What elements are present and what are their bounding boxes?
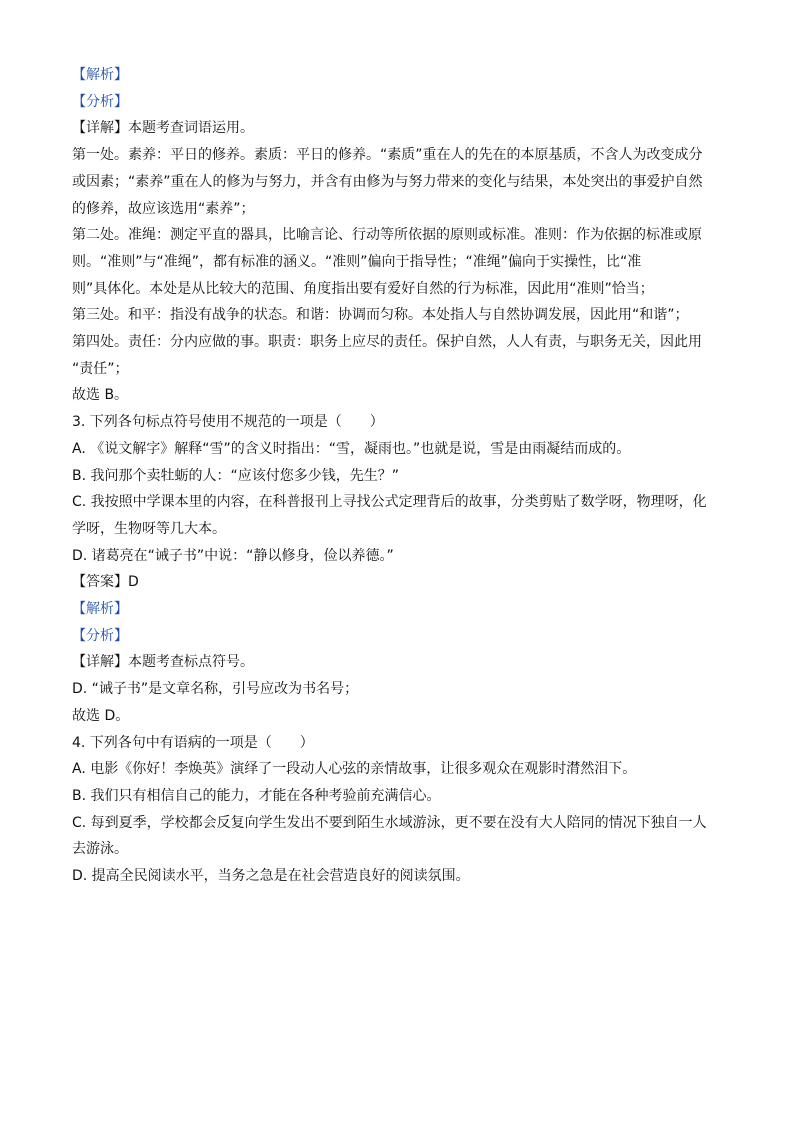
answer-line: 【答案】D xyxy=(72,574,139,591)
section-heading-analysis: 【解析】 xyxy=(72,67,128,83)
text-line: “责任”； xyxy=(72,360,129,377)
text-line: 第四处。责任：分内应做的事。职责：职务上应尽的责任。保护自然，人人有责，与职务无关，因此用 xyxy=(72,334,702,351)
option-a: A. 《说文解字》解释“雪”的含义时指出：“雪，凝雨也。”也就是说，雪是由雨凝结而成的。 xyxy=(72,440,631,457)
detail-line: 【详解】本题考查标点符号。 xyxy=(72,654,254,671)
option-c-continued: 学呀，生物呀等几大本。 xyxy=(72,520,226,537)
text-line: 第二处。准绳：测定平直的器具，比喻言论、行动等所依据的原则或标准。准则：作为依据的标准或原 xyxy=(72,227,702,244)
text-line: 第三处。和平：指没有战争的状态。和谐：协调而匀称。本处指人与自然协调发展，因此用“和谐”； xyxy=(72,307,689,324)
option-c: C. 我按照中学课本里的内容，在科普报刊上寻找公式定理背后的故事，分类剪贴了数学呀，物理呀，化 xyxy=(72,494,707,511)
question-stem: 4. 下列各句中有语病的一项是（ ） xyxy=(72,734,314,751)
section-heading-breakdown: 【分析】 xyxy=(72,627,128,644)
text-line: 则。“准则”与“准绳”，都有标准的涵义。“准则”偏向于指导性；“准绳”偏向于实操性，比“准 xyxy=(72,253,642,270)
option-c: C. 每到夏季，学校都会反复向学生发出不要到陌生水域游泳，更不要在没有大人陪同的情况下独自一人 xyxy=(72,814,707,831)
document-page xyxy=(72,62,722,890)
section-heading-analysis: 【解析】 xyxy=(72,601,128,618)
conclusion-line: 故选 D。 xyxy=(72,707,130,724)
text-line: 或因素；“素养”重在人的修为与努力，并含有由修为与努力带来的变化与结果，本处突出的事爱护自然 xyxy=(72,173,703,190)
section-heading-breakdown: 【分析】 xyxy=(72,93,128,110)
option-a: A. 电影《你好！李焕英》演绎了一段动人心弦的亲情故事，让很多观众在观影时潸然泪下。 xyxy=(72,761,637,778)
option-c-continued: 去游泳。 xyxy=(72,841,128,858)
option-d: D. 诸葛亮在“诫子书”中说：“静以修身，俭以养德。” xyxy=(72,547,394,564)
option-b: B. 我们只有相信自己的能力，才能在各种考验前充满信心。 xyxy=(72,787,441,804)
text-line: 的修养，故应该选用“素养”； xyxy=(72,200,255,217)
detail-line: 【详解】本题考查词语运用。 xyxy=(72,120,254,137)
text-line: 则”具体化。本处是从比较大的范围、角度指出要有爱好自然的行为标准，因此用“准则”恰当； xyxy=(72,280,654,297)
conclusion-line: 故选 B。 xyxy=(72,387,129,404)
option-b: B. 我问那个卖牡蛎的人：“应该付您多少钱，先生？” xyxy=(72,467,400,484)
question-stem: 3. 下列各句标点符号使用不规范的一项是（ ） xyxy=(72,414,384,431)
option-d: D. 提高全民阅读水平，当务之急是在社会营造良好的阅读氛围。 xyxy=(72,868,470,885)
text-line: D. “诫子书”是文章名称，引号应改为书名号； xyxy=(72,681,359,698)
text-line: 第一处。素养：平日的修养。素质：平日的修养。“素质”重在人的先在的本原基质，不含人为改变成分 xyxy=(72,147,703,164)
